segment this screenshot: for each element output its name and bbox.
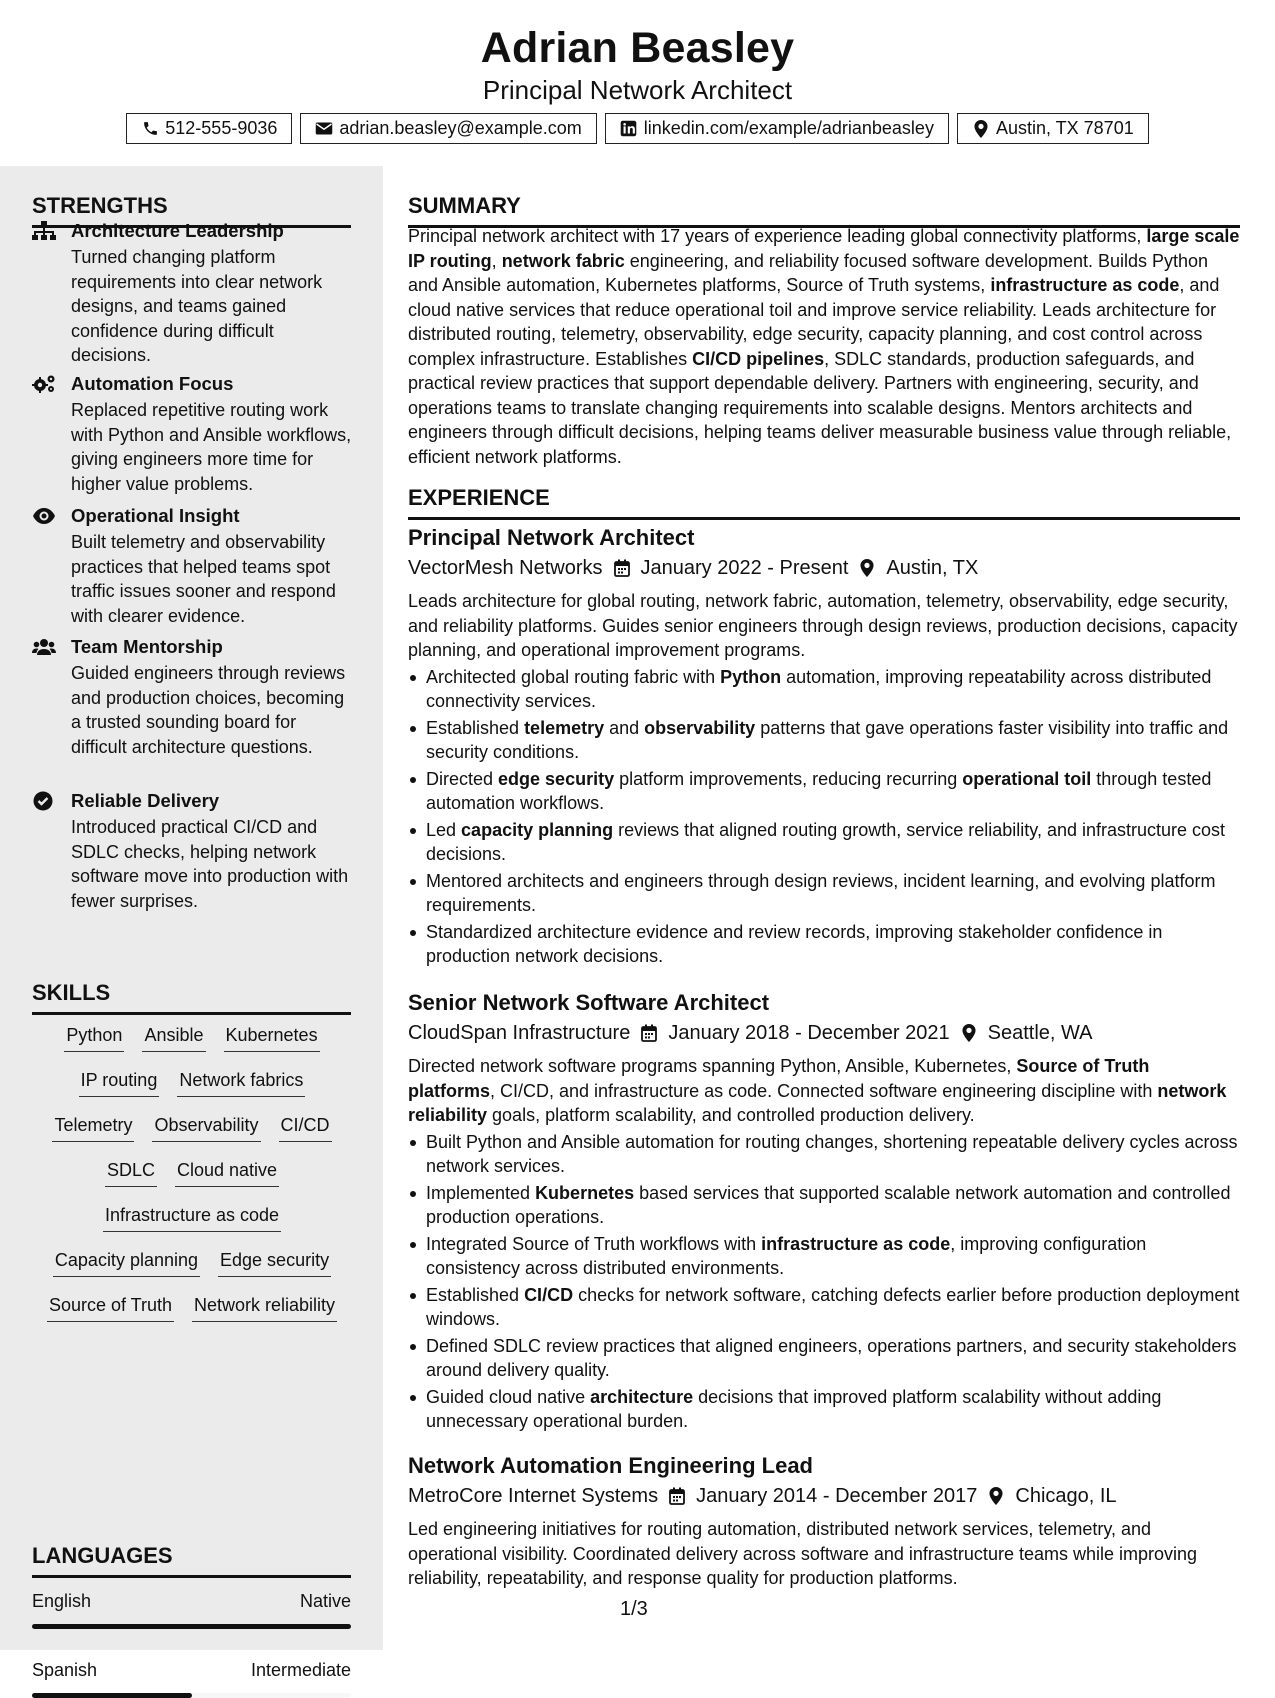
job-dates: January 2022 - Present: [640, 557, 849, 579]
skill-tag: Cloud native: [175, 1157, 279, 1187]
skill-row: [32, 1292, 352, 1337]
skill-tag: Kubernetes: [224, 1022, 320, 1052]
text-span: Guided cloud native: [426, 1386, 591, 1407]
job-bullets: [408, 665, 1240, 969]
language-item: [32, 1589, 351, 1629]
skill-row: [32, 1247, 352, 1292]
contact-location-text: Austin, TX 78701: [995, 118, 1134, 138]
skills-list: [32, 1022, 352, 1337]
job-title: Principal Network Architect: [408, 525, 695, 550]
candidate-title: Principal Network Architect: [482, 75, 793, 105]
text-span: Led engineering initiatives for routing automation, distributed network services, telemetry, and operational visibility. Coordinated delivery across software and infrastructure teams while improving reliability, repeatability, and response quality for production platforms.: [408, 1519, 1198, 1588]
text-span: ,: [491, 250, 502, 271]
text-span: through tested automation workflows.: [426, 768, 1212, 813]
contact-linkedin-text: linkedin.com/example/adrianbeasley: [643, 118, 934, 138]
summary-section: [408, 182, 1240, 228]
skill-row: [32, 1157, 352, 1202]
map-pin-icon: [858, 558, 876, 578]
strength-text: Replaced repetitive routing work with Python and Ansible workflows, giving engineers more time for higher value problems.: [71, 400, 352, 494]
text-span: Defined SDLC review practices that aligned engineers, operations partners, and security stakeholders around delivery quality.: [426, 1335, 1237, 1380]
map-pin-icon: [960, 1023, 978, 1043]
text-bold: operational toil: [962, 768, 1092, 789]
text-span: Established: [426, 717, 525, 738]
job-bullet: [408, 1232, 1240, 1281]
job-bullet: [408, 920, 1240, 969]
job-bullet: [408, 767, 1240, 816]
job-title: Network Automation Engineering Lead: [408, 1453, 813, 1478]
text-span: , CI/CD, and infrastructure as code. Connected software engineering discipline with: [490, 1080, 1158, 1101]
eye-icon: [32, 506, 56, 526]
language-level: Intermediate: [250, 1660, 351, 1680]
company-name: VectorMesh Networks: [408, 557, 603, 579]
job-bullet: [408, 818, 1240, 867]
sidebar: [0, 166, 383, 1680]
skill-tag: Source of Truth: [47, 1292, 174, 1322]
skill-row: [32, 1202, 352, 1247]
job-title: Senior Network Software Architect: [408, 990, 770, 1015]
job-bullet: [408, 1181, 1240, 1230]
strength-text: Introduced practical CI/CD and SDLC checks, helping network software move into production with fewer surprises.: [71, 817, 349, 911]
text-span: based services that supported scalable network automation and controlled production operations.: [426, 1182, 1231, 1227]
job-dates: January 2018 - December 2021: [668, 1022, 950, 1044]
text-span: , and cloud native services that reduce operational toil and improve service reliability. Leads architecture for distributed routing, telemetry, observability, edge security, capacity planning, and cost control across complex infrastructure. Establishes: [408, 275, 1220, 369]
job-description: [408, 1517, 1240, 1591]
skill-tag: Network fabrics: [177, 1067, 305, 1097]
skill-tag: Edge security: [218, 1247, 331, 1277]
language-level-fill: [32, 1693, 192, 1698]
job-dates: January 2014 - December 2017: [696, 1485, 978, 1507]
text-bold: architecture: [590, 1386, 694, 1407]
job-location: Seattle, WA: [987, 1022, 1093, 1044]
job-bullet: [408, 869, 1240, 918]
text-span: Established: [426, 1284, 525, 1305]
languages-heading: LANGUAGES: [32, 1542, 351, 1578]
job-meta: [408, 1483, 1240, 1509]
text-span: Integrated Source of Truth workflows with: [426, 1233, 762, 1254]
org-chart-icon: [32, 221, 56, 241]
language-level: Native: [299, 1591, 351, 1611]
text-span: checks for network software, catching defects earlier before production deployment windows.: [426, 1284, 1240, 1329]
language-level-bar: [32, 1693, 351, 1698]
text-bold: telemetry: [524, 717, 605, 738]
map-pin-icon: [972, 120, 990, 138]
job-entry: [408, 989, 1240, 1436]
text-bold: network fabric: [501, 250, 625, 271]
text-span: engineering, and reliability focused software development. Builds Python and Ansible automation, Kubernetes platforms, Source of Truth systems,: [408, 250, 1209, 295]
contact-phone[interactable]: [126, 113, 292, 144]
contact-email-text: adrian.beasley@example.com: [339, 118, 582, 138]
skill-tag: SDLC: [105, 1157, 157, 1187]
contact-linkedin[interactable]: [605, 113, 949, 144]
text-bold: network reliability: [408, 1080, 1227, 1125]
strengths-heading: STRENGTHS: [32, 192, 351, 228]
gears-icon: [32, 374, 56, 394]
skill-tag: Network reliability: [192, 1292, 337, 1322]
job-meta: [408, 1020, 1240, 1046]
language-name: English: [32, 1591, 92, 1611]
job-bullet: [408, 1283, 1240, 1332]
summary-heading: SUMMARY: [408, 192, 1240, 228]
job-bullet: [408, 665, 1240, 714]
text-bold: Source of Truth platforms: [408, 1056, 1150, 1101]
job-bullet: [408, 716, 1240, 765]
text-span: Implemented: [426, 1182, 536, 1203]
skill-tag: CI/CD: [279, 1112, 332, 1142]
skill-tag: Ansible: [142, 1022, 205, 1052]
skills-section: [0, 979, 351, 1015]
job-description: [408, 589, 1240, 663]
skills-heading: SKILLS: [32, 979, 351, 1015]
text-bold: infrastructure as code: [761, 1233, 951, 1254]
candidate-name: Adrian Beasley: [480, 24, 795, 72]
job-description: [408, 1054, 1240, 1128]
strength-text: Guided engineers through reviews and production choices, becoming a trusted sounding board for difficult architecture questions.: [71, 663, 346, 757]
text-bold: Kubernetes: [535, 1182, 635, 1203]
language-item: [32, 1658, 351, 1698]
text-span: reviews that aligned routing growth, service reliability, and infrastructure cost decisions.: [426, 819, 1226, 864]
phone-icon: [141, 120, 159, 138]
strength-text: Built telemetry and observability practices that helped teams spot traffic issues sooner and respond with clearer evidence.: [71, 532, 336, 626]
skill-tag: IP routing: [79, 1067, 160, 1097]
text-span: , improving configuration consistency across distributed environments.: [426, 1233, 1147, 1278]
text-span: Directed network software programs spanning Python, Ansible, Kubernetes,: [408, 1056, 1017, 1076]
languages-section: [0, 1542, 351, 1578]
text-span: decisions that improved platform scalability without adding unnecessary operational burden.: [426, 1386, 1162, 1431]
skill-tag: Python: [64, 1022, 124, 1052]
job-bullet: [408, 1385, 1240, 1434]
skill-row: [32, 1067, 352, 1112]
contact-bar: [0, 113, 1275, 144]
text-bold: Python: [720, 666, 782, 687]
job-location: Austin, TX: [886, 557, 979, 579]
job-entry: [408, 1452, 1240, 1591]
strength-text: Turned changing platform requirements into clear network designs, and teams gained confidence during difficult decisions.: [71, 247, 323, 365]
contact-location[interactable]: [957, 113, 1149, 144]
job-location: Chicago, IL: [1015, 1485, 1117, 1507]
text-bold: edge security: [498, 768, 615, 789]
text-span: Led: [426, 819, 462, 840]
skill-tag: Telemetry: [52, 1112, 134, 1142]
text-span: automation, improving repeatability across distributed connectivity services.: [426, 666, 1212, 711]
strength-title: Reliable Delivery: [71, 790, 220, 811]
experience-section: [408, 484, 1240, 520]
users-icon: [32, 637, 56, 657]
skill-row: [32, 1112, 352, 1157]
text-bold: capacity planning: [461, 819, 614, 840]
text-bold: observability: [644, 717, 756, 738]
job-meta: [408, 555, 1240, 581]
strength-title: Automation Focus: [71, 373, 234, 394]
text-bold: large scale IP routing: [408, 226, 1240, 271]
text-span: and: [604, 717, 645, 738]
contact-email[interactable]: [300, 113, 596, 144]
job-bullet: [408, 1334, 1240, 1383]
text-span: goals, platform scalability, and controlled production delivery.: [487, 1105, 975, 1125]
skill-row: [32, 1022, 352, 1067]
text-span: Leads architecture for global routing, network fabric, automation, telemetry, observability, edge security, and reliability platforms. Guides senior engineers through design reviews, production decisions, capacity planning, and operational improvement programs.: [408, 591, 1238, 660]
skill-tag: Capacity planning: [53, 1247, 200, 1277]
map-pin-icon: [987, 1486, 1005, 1506]
text-span: platform improvements, reducing recurring: [614, 768, 963, 789]
job-bullets: [408, 1130, 1240, 1434]
envelope-icon: [315, 120, 333, 138]
text-bold: infrastructure as code: [990, 275, 1180, 295]
text-span: Architected global routing fabric with: [426, 666, 721, 687]
calendar-icon: [668, 1486, 686, 1506]
text-span: Standardized architecture evidence and review records, improving stakeholder confidence in production network decisions.: [426, 921, 1163, 966]
text-span: patterns that gave operations faster visibility into traffic and security conditions.: [426, 717, 1229, 762]
skill-tag: Infrastructure as code: [103, 1202, 281, 1232]
text-bold: CI/CD pipelines: [692, 348, 825, 369]
skill-tag: Observability: [152, 1112, 260, 1142]
language-level-bar: [32, 1624, 351, 1629]
calendar-icon: [640, 1023, 658, 1043]
text-span: Directed: [426, 768, 499, 789]
text-bold: CI/CD: [524, 1284, 574, 1305]
text-span: , SDLC standards, production safeguards, and practical review practices that support dependable delivery. Partners with engineering, security, and operations teams to translate changing requirements into scalable designs. Mentors architects and engineers through difficult decisions, helping teams deliver measurable business value through reliable, efficient network platforms.: [408, 348, 1232, 467]
summary-text: [408, 224, 1240, 469]
language-name: Spanish: [32, 1660, 98, 1680]
strength-title: Operational Insight: [71, 505, 240, 526]
text-span: Principal network architect with 17 years of experience leading global connectivity platforms,: [408, 226, 1147, 246]
strength-title: Architecture Leadership: [71, 220, 284, 241]
job-entry: [408, 524, 1240, 971]
experience-heading: EXPERIENCE: [408, 484, 1240, 520]
company-name: MetroCore Internet Systems: [408, 1485, 659, 1507]
check-circle-icon: [32, 791, 56, 811]
text-span: Built Python and Ansible automation for routing changes, shortening repeatable delivery cycles across network services.: [426, 1131, 1238, 1176]
resume-header: [0, 0, 1275, 166]
calendar-icon: [613, 558, 631, 578]
job-bullet: [408, 1130, 1240, 1179]
text-span: Mentored architects and engineers through design reviews, incident learning, and evolving platform requirements.: [426, 870, 1216, 915]
company-name: CloudSpan Infrastructure: [408, 1022, 631, 1044]
strength-title: Team Mentorship: [71, 636, 223, 657]
contact-phone-text: 512-555-9036: [165, 118, 278, 138]
language-level-fill: [32, 1624, 351, 1629]
page-number: 1/3: [620, 1598, 648, 1620]
linkedin-icon: [620, 120, 638, 138]
